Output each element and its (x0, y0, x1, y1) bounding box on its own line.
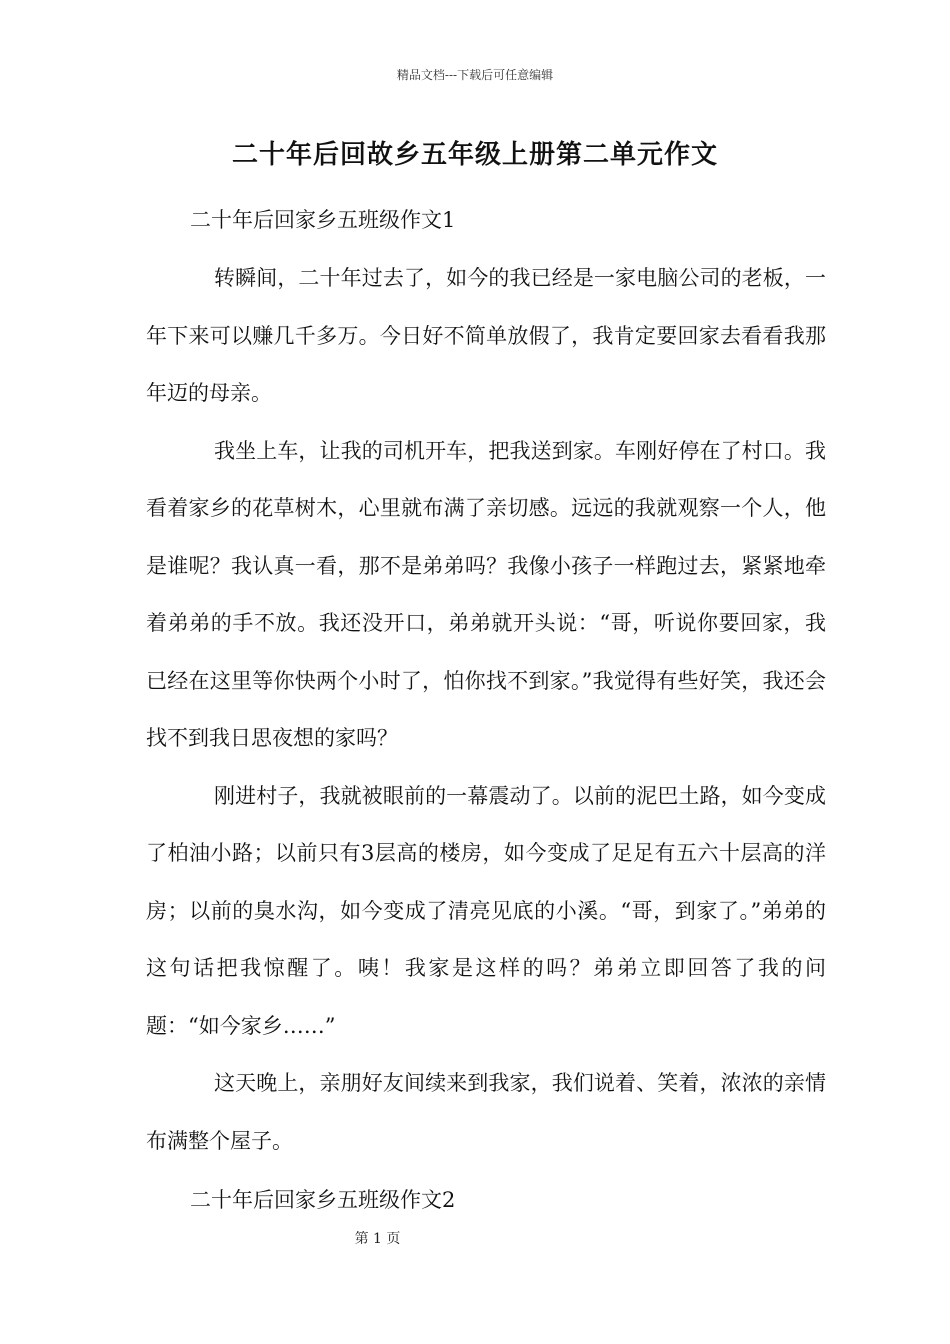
page-number: 第 1 页 (354, 1231, 401, 1247)
essay-2-heading: 二十年后回家乡五班级作文2 (190, 1188, 456, 1212)
essay-1-paragraph-4: 这天晚上，亲朋好友间续来到我家，我们说着、笑着，浓浓的亲情布满整个屋子。 (146, 1071, 826, 1153)
header-note: 精品文档---下载后可任意编辑 (396, 68, 554, 82)
essay-1-paragraph-3: 刚进村子，我就被眼前的一幕震动了。以前的泥巴土路，如今变成了柏油小路；以前只有3层高的楼房，如今变成了足足有五六十层高的洋房；以前的臭水沟，如今变成了清亮见底的小溪。“哥，到家了。”弟弟的这句话把我惊醒了。咦！我家是这样的吗？弟弟立即回答了我的问题：“如今家乡……” (146, 783, 826, 1038)
document-body (146, 190, 826, 1230)
essay-1-paragraph-2: 我坐上车，让我的司机开车，把我送到家。车刚好停在了村口。我看着家乡的花草树木，心里就布满了亲切感。远远的我就观察一个人，他是谁呢？我认真一看，那不是弟弟吗？我像小孩子一样跑过去，紧紧地牵着弟弟的手不放。我还没开口，弟弟就开头说：“哥，听说你要回家，我已经在这里等你快两个小时了，怕你找不到家。”我觉得有些好笑，我还会找不到我日思夜想的家吗？ (146, 438, 826, 750)
essay-1-heading: 二十年后回家乡五班级作文1 (190, 208, 456, 232)
essay-1-paragraph-1: 转瞬间，二十年过去了，如今的我已经是一家电脑公司的老板，一年下来可以赚几千多万。今日好不简单放假了，我肯定要回家去看看我那年迈的母亲。 (146, 266, 826, 405)
document-title: 二十年后回故乡五年级上册第二单元作文 (231, 140, 718, 170)
